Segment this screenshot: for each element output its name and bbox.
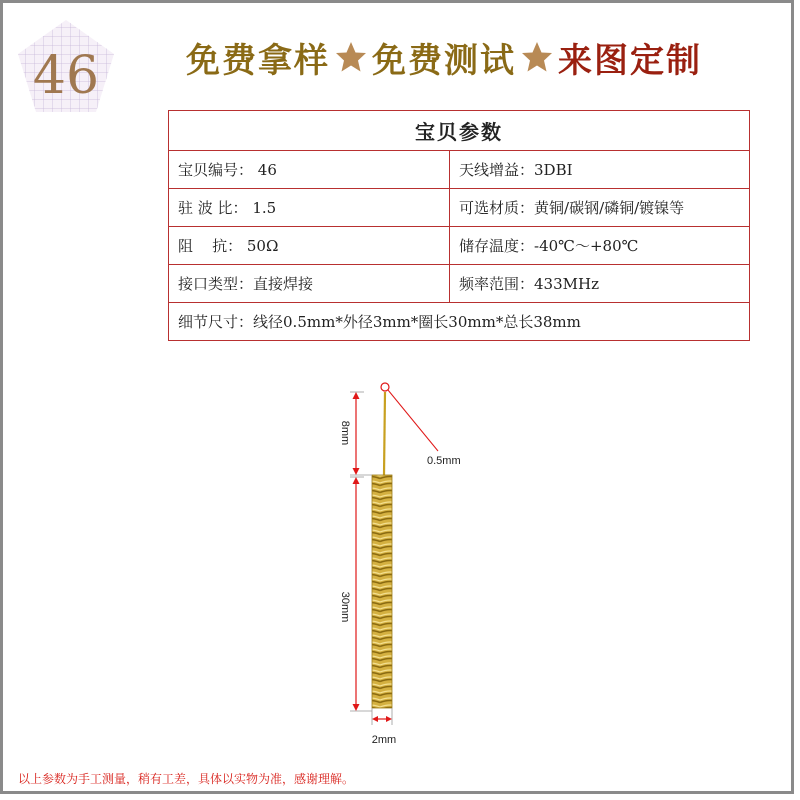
slogan-free-sample: 免费拿样 — [186, 40, 330, 81]
antenna-dimension-diagram — [320, 375, 500, 755]
antenna-wire — [384, 392, 385, 475]
param-cell: 天线增益：3DBI — [450, 151, 750, 189]
arrow-up-icon — [353, 392, 360, 399]
antenna-coil — [372, 475, 392, 708]
param-cell: 接口类型：直接焊接 — [169, 265, 450, 303]
params-table — [168, 110, 750, 341]
slogan-custom: 来图定制 — [558, 40, 702, 81]
table-row — [169, 303, 750, 341]
arrow-left-icon — [372, 716, 378, 722]
params-title: 宝贝参数 — [169, 111, 750, 151]
arrow-down-icon — [353, 704, 360, 711]
param-cell: 可选材质：黄铜/碳钢/磷铜/镀镍等 — [450, 189, 750, 227]
disclaimer-note: 以上参数为手工测量，稍有工差，具体以实物为准，感谢理解。 — [18, 772, 355, 786]
wire-diameter-label: 0.5mm — [427, 455, 461, 467]
star-icon — [520, 40, 554, 74]
slogan-free-test: 免费测试 — [372, 40, 516, 81]
table-row — [169, 151, 750, 189]
param-cell: 宝贝编号： 46 — [169, 151, 450, 189]
param-cell: 阻 抗： 50Ω — [169, 227, 450, 265]
arrow-right-icon — [386, 716, 392, 722]
arrow-up-icon — [353, 477, 360, 484]
width-label: 2mm — [371, 734, 397, 746]
badge-number: 46 — [32, 46, 100, 106]
slogan-banner — [186, 32, 702, 82]
param-cell: 储存温度：-40℃～+80℃ — [450, 227, 750, 265]
param-cell: 驻 波 比： 1.5 — [169, 189, 450, 227]
star-icon — [334, 40, 368, 74]
top-length-label: 8mm — [339, 420, 351, 446]
item-number-badge — [16, 18, 116, 114]
table-row — [169, 189, 750, 227]
param-cell: 频率范围：433MHz — [450, 265, 750, 303]
wire-tip-marker — [381, 383, 389, 391]
arrow-down-icon — [353, 468, 360, 475]
wire-leader-line — [388, 390, 438, 451]
coil-length-label: 30mm — [339, 591, 351, 623]
detail-size-cell: 细节尺寸：线径0.5mm*外径3mm*圈长30mm*总长38mm — [169, 303, 750, 341]
table-row — [169, 265, 750, 303]
table-row — [169, 227, 750, 265]
